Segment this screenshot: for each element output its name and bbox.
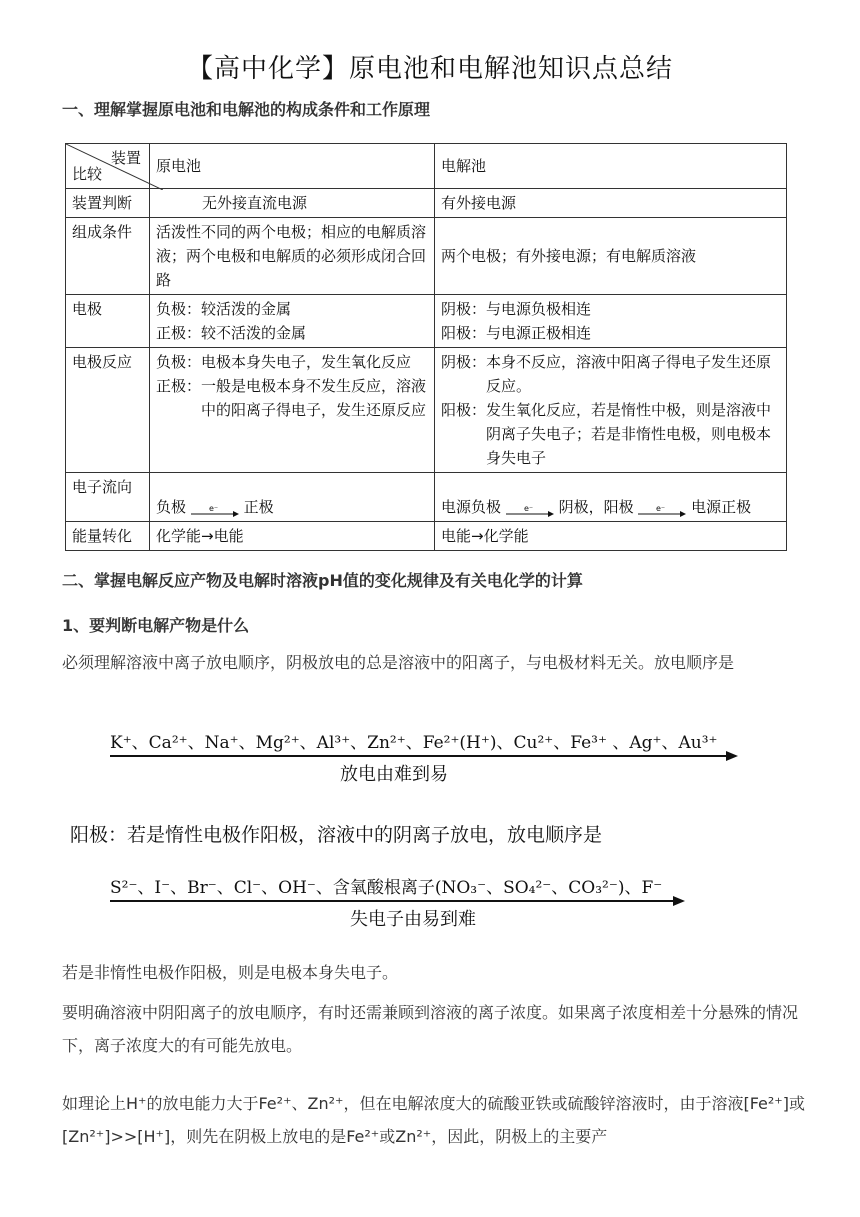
cell-electrolytic: 电能→化学能 — [435, 522, 787, 551]
anode-order-text: 阳极：若是惰性电极作阳极，溶液中的阴离子放电，放电顺序是 — [70, 824, 603, 846]
corner-label-compare: 比较 — [72, 165, 103, 183]
reaction-positive — [156, 374, 428, 422]
table-header-row — [66, 144, 787, 189]
flow-from-negative: 负极 — [156, 498, 187, 516]
arrow-line — [110, 755, 728, 757]
flow-source-positive: 电源正极 — [691, 498, 752, 516]
section-heading-1: 一、理解掌握原电池和电解池的构成条件和工作原理 — [62, 100, 431, 119]
table-row — [66, 348, 787, 473]
table-row — [66, 189, 787, 218]
row-label: 电子流向 — [66, 473, 150, 522]
reaction-negative — [156, 350, 428, 374]
table-corner-cell — [66, 144, 150, 189]
reaction-anode-text: 发生氧化反应，若是惰性中极，则是溶液中阴离子失电子；若是非惰性电极，则电极本身失电子 — [486, 401, 772, 467]
anion-series: S²⁻、I⁻、Br⁻、Cl⁻、OH⁻、含氧酸根离子(NO₃⁻、SO₄²⁻、CO₃²⁻)、F⁻ — [110, 878, 663, 898]
header-electrolytic-label: 电解池 — [441, 157, 487, 175]
paragraph-concentration: 要明确溶液中阴阳离子的放电顺序，有时还需兼顾到溶液的离子浓度。如果离子浓度相差十分悬殊的情况下，离子浓度大的有可能先放电。 — [62, 1003, 799, 1055]
cell-primary — [150, 295, 435, 348]
reaction-anode-label: 阳极： — [441, 401, 487, 419]
cell-primary: 活泼性不同的两个电极；相应的电解质溶液；两个电极和电解质的必须形成闭合回路 — [150, 218, 435, 295]
row-label: 组成条件 — [66, 218, 150, 295]
electron-symbol: e⁻ — [656, 503, 666, 513]
header-primary-cell — [150, 144, 435, 189]
electrolytic-cathode: 阴极：与电源负极相连 — [441, 300, 592, 318]
primary-electrode-negative: 负极：较活泼的金属 — [156, 300, 292, 318]
table-row — [66, 473, 787, 522]
corner-label-device: 装置 — [110, 149, 141, 167]
row-label: 电极 — [66, 295, 150, 348]
electron-symbol: e⁻ — [523, 503, 533, 513]
row-label: 能量转化 — [66, 522, 150, 551]
row-label: 电极反应 — [66, 348, 150, 473]
arrow-line — [110, 900, 675, 902]
electron-arrow-icon — [506, 501, 554, 515]
comparison-table — [65, 143, 787, 551]
paragraph-discharge-order: 必须理解溶液中离子放电顺序，阴极放电的总是溶液中的阳离子，与电极材料无关。放电顺序是 — [62, 653, 735, 672]
electron-arrow-icon — [638, 501, 686, 515]
cell-primary — [150, 473, 435, 522]
anion-order-figure — [110, 873, 700, 933]
flow-cathode-anode: 阴极，阳极 — [558, 498, 634, 516]
cell-electrolytic — [435, 348, 787, 473]
paragraph-example: 如理论上H⁺的放电能力大于Fe²⁺、Zn²⁺，但在电解浓度大的硫酸亚铁或硫酸锌溶液时，由于溶液[Fe²⁺]或[Zn²⁺]>>[H⁺]，则先在阴极上放电的是Fe²⁺或Zn²⁺，因此，阴极上的主要产 — [62, 1094, 805, 1146]
page-title: 【高中化学】原电池和电解池知识点总结 — [186, 54, 673, 84]
cation-series: K⁺、Ca²⁺、Na⁺、Mg²⁺、Al³⁺、Zn²⁺、Fe²⁺(H⁺)、Cu²⁺、Fe³⁺ 、Ag⁺、Au³⁺ — [110, 733, 718, 753]
table-row — [66, 295, 787, 348]
arrow-head-icon — [726, 751, 738, 761]
table-row — [66, 522, 787, 551]
paragraph-non-inert: 若是非惰性电极作阳极，则是电极本身失电子。 — [62, 963, 399, 982]
header-electrolytic-cell — [435, 144, 787, 189]
section-heading-2: 二、掌握电解反应产物及电解时溶液pH值的变化规律及有关电化学的计算 — [62, 571, 583, 590]
cell-electrolytic — [435, 473, 787, 522]
reaction-negative-label: 负极： — [156, 353, 202, 371]
electrolytic-anode: 阳极：与电源正极相连 — [441, 324, 592, 342]
reaction-negative-text: 电极本身失电子，发生氧化反应 — [201, 353, 412, 371]
flow-source-negative: 电源负极 — [441, 498, 502, 516]
table-row — [66, 218, 787, 295]
reaction-cathode — [441, 350, 780, 398]
cation-caption: 放电由难到易 — [340, 764, 448, 785]
cell-electrolytic: 有外接电源 — [435, 189, 787, 218]
primary-electrode-positive: 正极：较不活泼的金属 — [156, 324, 307, 342]
reaction-positive-label: 正极： — [156, 377, 202, 395]
cell-primary: 化学能→电能 — [150, 522, 435, 551]
cation-order-figure — [110, 728, 750, 788]
cell-primary — [150, 348, 435, 473]
flow-to-positive: 正极 — [243, 498, 274, 516]
cell-primary: 无外接直流电源 — [150, 189, 435, 218]
electron-arrow-icon — [191, 501, 239, 515]
reaction-anode — [441, 398, 780, 470]
cell-electrolytic: 两个电极；有外接电源；有电解质溶液 — [435, 218, 787, 295]
reaction-cathode-label: 阴极： — [441, 353, 487, 371]
electron-symbol: e⁻ — [208, 503, 218, 513]
header-primary-label: 原电池 — [156, 157, 202, 175]
reaction-positive-text: 一般是电极本身不发生反应，溶液中的阳离子得电子，发生还原反应 — [201, 377, 427, 419]
reaction-cathode-text: 本身不反应，溶液中阳离子得电子发生还原反应。 — [486, 353, 772, 395]
subheading-1: 1、要判断电解产物是什么 — [62, 616, 250, 635]
arrow-head-icon — [673, 896, 685, 906]
cell-electrolytic — [435, 295, 787, 348]
row-label: 装置判断 — [66, 189, 150, 218]
anion-caption: 失电子由易到难 — [350, 909, 476, 930]
